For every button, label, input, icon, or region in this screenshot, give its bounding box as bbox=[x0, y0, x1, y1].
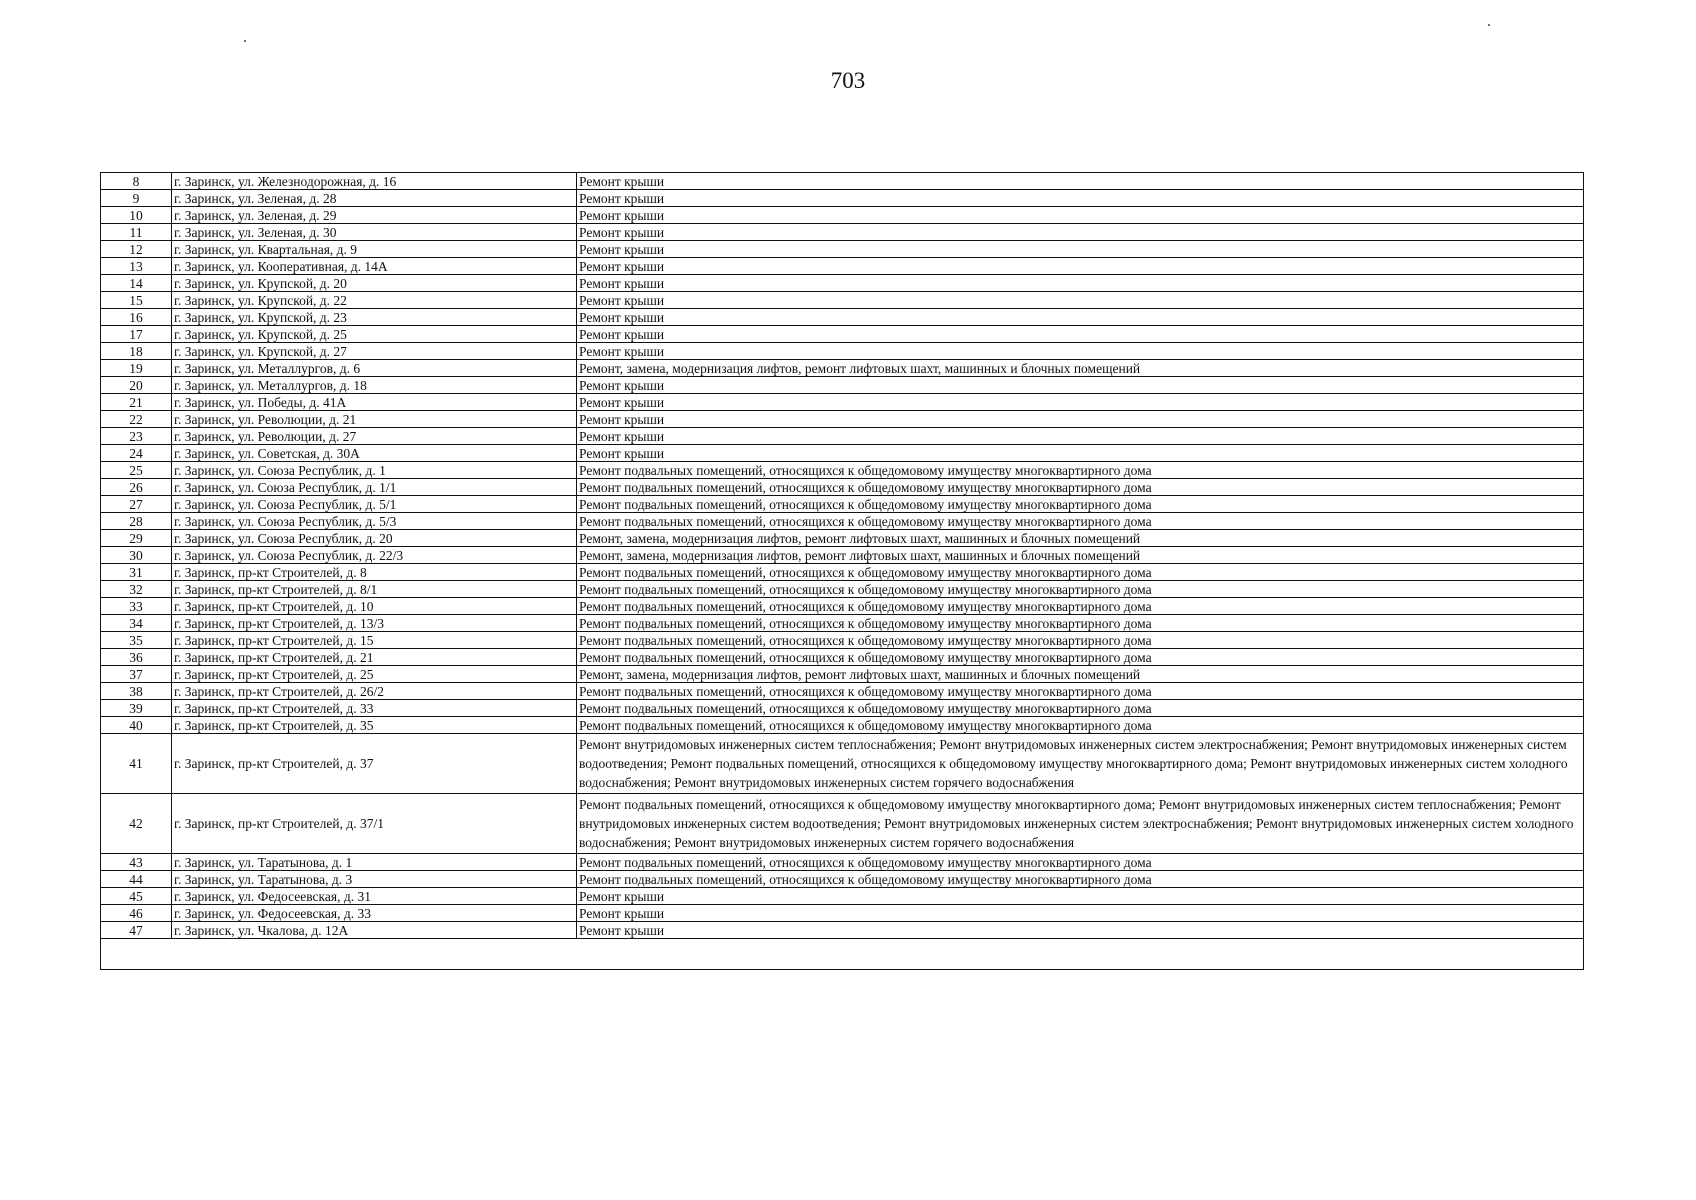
row-number-cell: 30 bbox=[101, 547, 172, 564]
work-type-cell: Ремонт подвальных помещений, относящихся к общедомовому имуществу многоквартирного дома bbox=[577, 717, 1584, 734]
work-type-cell: Ремонт подвальных помещений, относящихся к общедомовому имуществу многоквартирного дома bbox=[577, 564, 1584, 581]
work-type-cell: Ремонт крыши bbox=[577, 377, 1584, 394]
work-type-cell: Ремонт, замена, модернизация лифтов, ремонт лифтовых шахт, машинных и блочных помещений bbox=[577, 530, 1584, 547]
work-type-cell: Ремонт крыши bbox=[577, 224, 1584, 241]
table-row bbox=[101, 564, 1584, 581]
table-body bbox=[101, 173, 1584, 939]
work-type-cell: Ремонт подвальных помещений, относящихся к общедомовому имуществу многоквартирного дома bbox=[577, 632, 1584, 649]
work-type-cell: Ремонт крыши bbox=[577, 922, 1584, 939]
table-row bbox=[101, 547, 1584, 564]
address-cell: г. Заринск, ул. Чкалова, д. 12А bbox=[172, 922, 577, 939]
work-type-cell: Ремонт подвальных помещений, относящихся к общедомовому имуществу многоквартирного дома bbox=[577, 513, 1584, 530]
work-type-cell: Ремонт подвальных помещений, относящихся к общедомовому имуществу многоквартирного дома bbox=[577, 854, 1584, 871]
table-row bbox=[101, 207, 1584, 224]
row-number-cell: 23 bbox=[101, 428, 172, 445]
table-row bbox=[101, 530, 1584, 547]
table-row bbox=[101, 717, 1584, 734]
row-number-cell: 27 bbox=[101, 496, 172, 513]
table-row bbox=[101, 649, 1584, 666]
address-cell: г. Заринск, ул. Союза Республик, д. 22/3 bbox=[172, 547, 577, 564]
work-type-cell: Ремонт подвальных помещений, относящихся к общедомовому имуществу многоквартирного дома bbox=[577, 581, 1584, 598]
row-number-cell: 38 bbox=[101, 683, 172, 700]
table-row bbox=[101, 922, 1584, 939]
page-number: 703 bbox=[830, 68, 866, 93]
work-type-cell: Ремонт подвальных помещений, относящихся к общедомовому имуществу многоквартирного дома bbox=[577, 649, 1584, 666]
address-cell: г. Заринск, ул. Победы, д. 41А bbox=[172, 394, 577, 411]
row-number-cell: 22 bbox=[101, 411, 172, 428]
work-type-cell: Ремонт крыши bbox=[577, 326, 1584, 343]
row-number-cell: 13 bbox=[101, 258, 172, 275]
table-row bbox=[101, 794, 1584, 854]
row-number-cell: 43 bbox=[101, 854, 172, 871]
work-type-cell: Ремонт внутридомовых инженерных систем теплоснабжения; Ремонт внутридомовых инженерных систем электроснабжения; Ремонт внутридомовых инженерных систем водоотведения; Ремонт подвальных помещений, относящихся к общедомовому имуществу многоквартирного дома; Ремонт внутридомовых инженерных систем холодного водоснабжения; Ремонт внутридомовых инженерных систем горячего водоснабжения bbox=[577, 734, 1584, 794]
table-row bbox=[101, 258, 1584, 275]
address-cell: г. Заринск, ул. Союза Республик, д. 5/3 bbox=[172, 513, 577, 530]
address-cell: г. Заринск, ул. Союза Республик, д. 1/1 bbox=[172, 479, 577, 496]
work-type-cell: Ремонт крыши bbox=[577, 445, 1584, 462]
work-type-cell: Ремонт крыши bbox=[577, 428, 1584, 445]
row-number-cell: 8 bbox=[101, 173, 172, 190]
address-cell: г. Заринск, пр-кт Строителей, д. 8 bbox=[172, 564, 577, 581]
address-cell: г. Заринск, ул. Кооперативная, д. 14А bbox=[172, 258, 577, 275]
table-row-blank bbox=[101, 939, 1584, 970]
row-number-cell: 9 bbox=[101, 190, 172, 207]
table-row bbox=[101, 666, 1584, 683]
table-row bbox=[101, 581, 1584, 598]
work-type-cell: Ремонт крыши bbox=[577, 241, 1584, 258]
table-cell-blank bbox=[101, 939, 1584, 970]
table-row bbox=[101, 513, 1584, 530]
table-row bbox=[101, 190, 1584, 207]
row-number-cell: 41 bbox=[101, 734, 172, 794]
table-row bbox=[101, 428, 1584, 445]
row-number-cell: 18 bbox=[101, 343, 172, 360]
row-number-cell: 26 bbox=[101, 479, 172, 496]
scan-speck bbox=[244, 40, 246, 42]
work-type-cell: Ремонт, замена, модернизация лифтов, ремонт лифтовых шахт, машинных и блочных помещений bbox=[577, 547, 1584, 564]
scan-speck bbox=[1488, 24, 1490, 26]
row-number-cell: 11 bbox=[101, 224, 172, 241]
work-type-cell: Ремонт крыши bbox=[577, 275, 1584, 292]
table-row bbox=[101, 241, 1584, 258]
address-cell: г. Заринск, ул. Таратынова, д. 3 bbox=[172, 871, 577, 888]
table-row bbox=[101, 394, 1584, 411]
row-number-cell: 12 bbox=[101, 241, 172, 258]
work-type-cell: Ремонт крыши bbox=[577, 309, 1584, 326]
row-number-cell: 40 bbox=[101, 717, 172, 734]
row-number-cell: 15 bbox=[101, 292, 172, 309]
row-number-cell: 31 bbox=[101, 564, 172, 581]
table-row bbox=[101, 275, 1584, 292]
work-type-cell: Ремонт крыши bbox=[577, 190, 1584, 207]
table-row bbox=[101, 479, 1584, 496]
work-type-cell: Ремонт подвальных помещений, относящихся к общедомовому имуществу многоквартирного дома bbox=[577, 615, 1584, 632]
address-cell: г. Заринск, пр-кт Строителей, д. 37/1 bbox=[172, 794, 577, 854]
table-row bbox=[101, 224, 1584, 241]
table-row bbox=[101, 343, 1584, 360]
row-number-cell: 33 bbox=[101, 598, 172, 615]
row-number-cell: 37 bbox=[101, 666, 172, 683]
row-number-cell: 29 bbox=[101, 530, 172, 547]
address-cell: г. Заринск, ул. Таратынова, д. 1 bbox=[172, 854, 577, 871]
work-type-cell: Ремонт, замена, модернизация лифтов, ремонт лифтовых шахт, машинных и блочных помещений bbox=[577, 666, 1584, 683]
address-cell: г. Заринск, ул. Металлургов, д. 18 bbox=[172, 377, 577, 394]
table-row bbox=[101, 377, 1584, 394]
row-number-cell: 10 bbox=[101, 207, 172, 224]
row-number-cell: 47 bbox=[101, 922, 172, 939]
work-type-cell: Ремонт подвальных помещений, относящихся к общедомовому имуществу многоквартирного дома bbox=[577, 462, 1584, 479]
work-type-cell: Ремонт подвальных помещений, относящихся к общедомовому имуществу многоквартирного дома bbox=[577, 598, 1584, 615]
address-cell: г. Заринск, ул. Зеленая, д. 30 bbox=[172, 224, 577, 241]
table-row bbox=[101, 854, 1584, 871]
address-cell: г. Заринск, ул. Квартальная, д. 9 bbox=[172, 241, 577, 258]
row-number-cell: 14 bbox=[101, 275, 172, 292]
row-number-cell: 36 bbox=[101, 649, 172, 666]
address-cell: г. Заринск, ул. Союза Республик, д. 5/1 bbox=[172, 496, 577, 513]
address-cell: г. Заринск, ул. Зеленая, д. 28 bbox=[172, 190, 577, 207]
row-number-cell: 44 bbox=[101, 871, 172, 888]
address-cell: г. Заринск, ул. Крупской, д. 20 bbox=[172, 275, 577, 292]
table-row bbox=[101, 734, 1584, 794]
work-type-cell: Ремонт крыши bbox=[577, 207, 1584, 224]
work-type-cell: Ремонт подвальных помещений, относящихся к общедомовому имуществу многоквартирного дома bbox=[577, 479, 1584, 496]
work-type-cell: Ремонт подвальных помещений, относящихся к общедомовому имуществу многоквартирного дома bbox=[577, 496, 1584, 513]
work-type-cell: Ремонт крыши bbox=[577, 292, 1584, 309]
work-type-cell: Ремонт подвальных помещений, относящихся к общедомовому имуществу многоквартирного дома; Ремонт внутридомовых инженерных систем теплоснабжения; Ремонт внутридомовых инженерных систем водоотведения; Ремонт внутридомовых инженерных систем электроснабжения; Ремонт внутридомовых инженерных систем холодного водоснабжения; Ремонт внутридомовых инженерных систем горячего водоснабжения bbox=[577, 794, 1584, 854]
table-row bbox=[101, 632, 1584, 649]
address-cell: г. Заринск, пр-кт Строителей, д. 10 bbox=[172, 598, 577, 615]
table-row bbox=[101, 292, 1584, 309]
address-cell: г. Заринск, пр-кт Строителей, д. 26/2 bbox=[172, 683, 577, 700]
row-number-cell: 24 bbox=[101, 445, 172, 462]
row-number-cell: 19 bbox=[101, 360, 172, 377]
address-cell: г. Заринск, пр-кт Строителей, д. 33 bbox=[172, 700, 577, 717]
table-row bbox=[101, 598, 1584, 615]
address-cell: г. Заринск, ул. Союза Республик, д. 1 bbox=[172, 462, 577, 479]
address-cell: г. Заринск, ул. Революции, д. 21 bbox=[172, 411, 577, 428]
table-row bbox=[101, 888, 1584, 905]
row-number-cell: 32 bbox=[101, 581, 172, 598]
address-cell: г. Заринск, пр-кт Строителей, д. 21 bbox=[172, 649, 577, 666]
work-type-cell: Ремонт крыши bbox=[577, 905, 1584, 922]
address-cell: г. Заринск, ул. Революции, д. 27 bbox=[172, 428, 577, 445]
work-type-cell: Ремонт подвальных помещений, относящихся к общедомовому имуществу многоквартирного дома bbox=[577, 700, 1584, 717]
table-row bbox=[101, 700, 1584, 717]
work-type-cell: Ремонт крыши bbox=[577, 343, 1584, 360]
address-cell: г. Заринск, ул. Крупской, д. 27 bbox=[172, 343, 577, 360]
address-cell: г. Заринск, ул. Зеленая, д. 29 bbox=[172, 207, 577, 224]
table-row bbox=[101, 683, 1584, 700]
work-type-cell: Ремонт крыши bbox=[577, 258, 1584, 275]
address-cell: г. Заринск, пр-кт Строителей, д. 13/3 bbox=[172, 615, 577, 632]
address-cell: г. Заринск, ул. Федосеевская, д. 33 bbox=[172, 905, 577, 922]
address-cell: г. Заринск, пр-кт Строителей, д. 37 bbox=[172, 734, 577, 794]
table-row bbox=[101, 411, 1584, 428]
work-type-cell: Ремонт подвальных помещений, относящихся к общедомовому имуществу многоквартирного дома bbox=[577, 683, 1584, 700]
table-row bbox=[101, 360, 1584, 377]
address-cell: г. Заринск, ул. Советская, д. 30А bbox=[172, 445, 577, 462]
work-type-cell: Ремонт крыши bbox=[577, 173, 1584, 190]
row-number-cell: 16 bbox=[101, 309, 172, 326]
address-cell: г. Заринск, пр-кт Строителей, д. 25 bbox=[172, 666, 577, 683]
table-row bbox=[101, 462, 1584, 479]
address-cell: г. Заринск, пр-кт Строителей, д. 15 bbox=[172, 632, 577, 649]
table-row bbox=[101, 309, 1584, 326]
work-type-cell: Ремонт крыши bbox=[577, 394, 1584, 411]
row-number-cell: 17 bbox=[101, 326, 172, 343]
address-cell: г. Заринск, пр-кт Строителей, д. 35 bbox=[172, 717, 577, 734]
row-number-cell: 28 bbox=[101, 513, 172, 530]
row-number-cell: 39 bbox=[101, 700, 172, 717]
row-number-cell: 42 bbox=[101, 794, 172, 854]
address-cell: г. Заринск, ул. Крупской, д. 25 bbox=[172, 326, 577, 343]
address-cell: г. Заринск, ул. Металлургов, д. 6 bbox=[172, 360, 577, 377]
address-cell: г. Заринск, ул. Крупской, д. 22 bbox=[172, 292, 577, 309]
table-row bbox=[101, 871, 1584, 888]
row-number-cell: 45 bbox=[101, 888, 172, 905]
address-cell: г. Заринск, пр-кт Строителей, д. 8/1 bbox=[172, 581, 577, 598]
table-row bbox=[101, 615, 1584, 632]
repair-registry-table bbox=[100, 172, 1584, 970]
address-cell: г. Заринск, ул. Федосеевская, д. 31 bbox=[172, 888, 577, 905]
work-type-cell: Ремонт, замена, модернизация лифтов, ремонт лифтовых шахт, машинных и блочных помещений bbox=[577, 360, 1584, 377]
address-cell: г. Заринск, ул. Железнодорожная, д. 16 bbox=[172, 173, 577, 190]
row-number-cell: 46 bbox=[101, 905, 172, 922]
table-row bbox=[101, 326, 1584, 343]
table-row bbox=[101, 445, 1584, 462]
row-number-cell: 25 bbox=[101, 462, 172, 479]
work-type-cell: Ремонт крыши bbox=[577, 888, 1584, 905]
row-number-cell: 20 bbox=[101, 377, 172, 394]
row-number-cell: 34 bbox=[101, 615, 172, 632]
table-row bbox=[101, 496, 1584, 513]
row-number-cell: 35 bbox=[101, 632, 172, 649]
row-number-cell: 21 bbox=[101, 394, 172, 411]
work-type-cell: Ремонт крыши bbox=[577, 411, 1584, 428]
table-row bbox=[101, 905, 1584, 922]
work-type-cell: Ремонт подвальных помещений, относящихся к общедомовому имуществу многоквартирного дома bbox=[577, 871, 1584, 888]
table-row bbox=[101, 173, 1584, 190]
address-cell: г. Заринск, ул. Крупской, д. 23 bbox=[172, 309, 577, 326]
address-cell: г. Заринск, ул. Союза Республик, д. 20 bbox=[172, 530, 577, 547]
